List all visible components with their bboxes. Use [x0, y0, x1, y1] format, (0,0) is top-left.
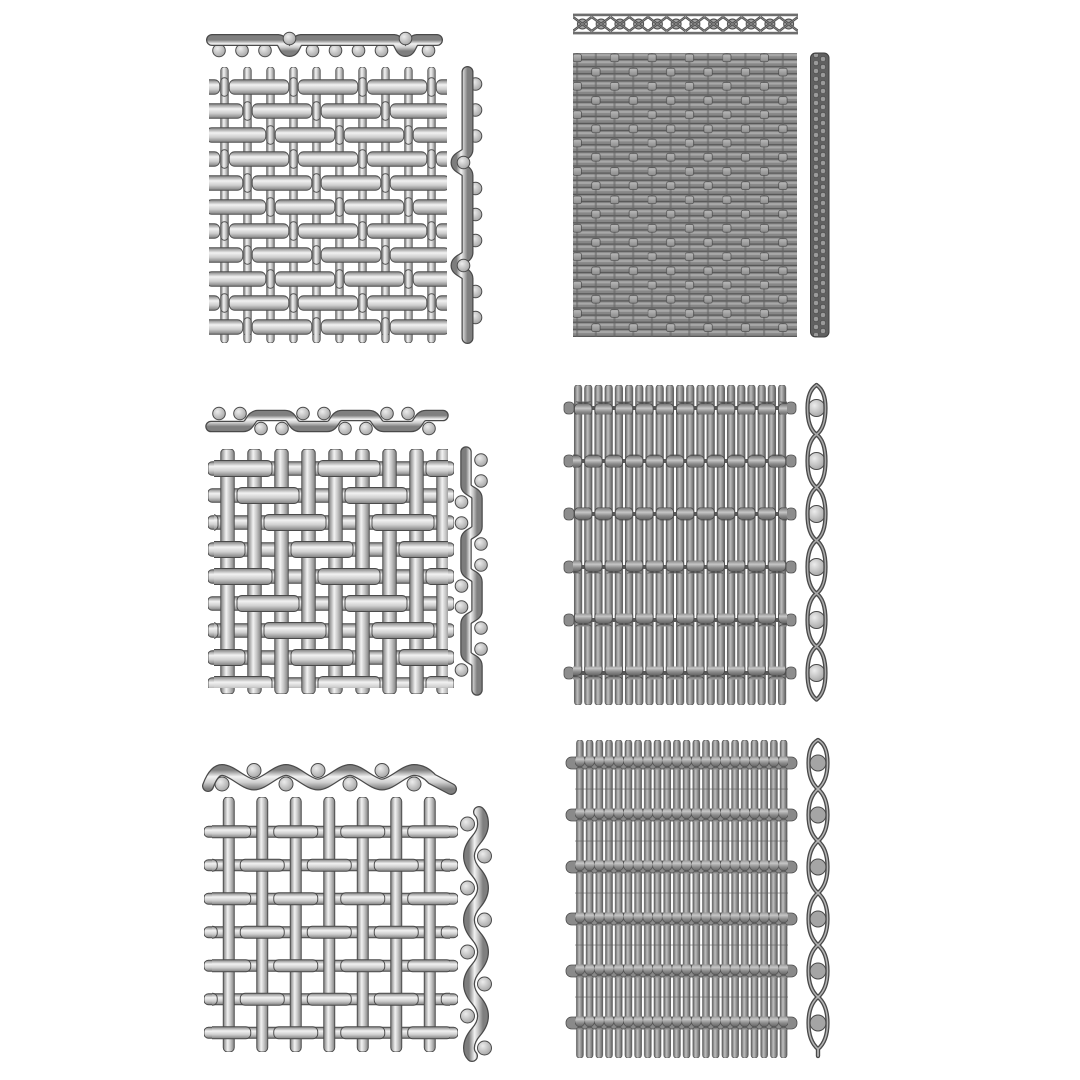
front-view-mesh [573, 53, 797, 337]
top-profile [212, 32, 437, 57]
top-profile [211, 407, 443, 435]
side-profile [455, 452, 487, 690]
side-profile [811, 53, 830, 337]
front-view-mesh [204, 797, 458, 1052]
front-view-mesh [564, 385, 796, 705]
panel-plain-dutch-weave [573, 14, 829, 337]
front-view-mesh [209, 67, 447, 343]
panel-twilled-reverse-dutch-weave [564, 385, 826, 705]
top-profile [208, 764, 451, 792]
top-profile [573, 14, 798, 35]
panel-reverse-dutch-weave [566, 740, 828, 1058]
panel-plain-weave [204, 764, 492, 1057]
side-profile [457, 72, 482, 338]
panel-twill-weave [208, 407, 487, 694]
front-view-mesh [208, 449, 454, 694]
panel-twilled-weave-wide-weft [209, 32, 482, 343]
side-profile [461, 812, 492, 1056]
side-profile [808, 385, 826, 700]
front-view-mesh [566, 740, 797, 1058]
side-profile [809, 740, 828, 1056]
